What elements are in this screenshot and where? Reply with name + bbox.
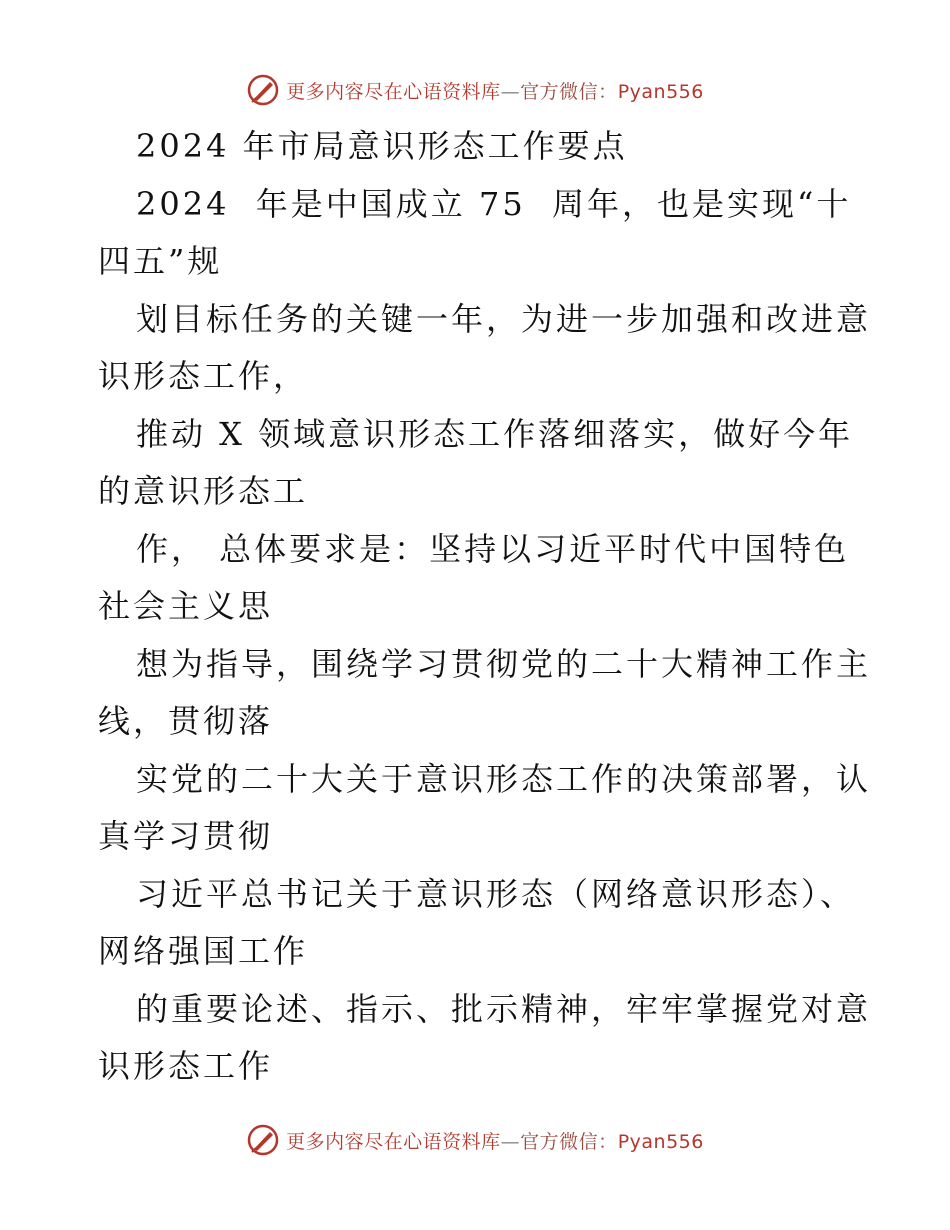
doc-line: 识形态工作 [98,1047,274,1085]
watermark-dash: — [500,1130,521,1153]
watermark-header [0,70,950,110]
doc-line: 作， 总体要求是：坚持以习近平时代中国特色 [136,529,850,568]
doc-line: 2024 年市局意识形态工作要点 [136,127,628,165]
watermark-site: 更多内容尽在心语资料库 [286,1130,501,1153]
doc-line: 真学习贯彻 [98,817,274,855]
doc-line: 的意识形态工 [98,472,309,510]
quill-logo-icon [246,1123,280,1157]
watermark-dash: — [500,80,521,103]
watermark-wechat-label: 官方微信： [520,1130,618,1153]
doc-line: 推动 X 领域意识形态工作落细落实，做好今年 [136,414,854,453]
watermark-footer [0,1120,950,1160]
watermark-text [286,1127,704,1154]
watermark-text [286,77,704,104]
watermark-wechat-id: Pyan556 [617,1130,704,1153]
doc-line: 习近平总书记关于意识形态（网络意识形态）、 [136,874,856,913]
watermark-site: 更多内容尽在心语资料库 [286,80,501,103]
doc-line: 划目标任务的关键一年，为进一步加强和改进意 [136,299,872,338]
doc-line: 社会主义思 [98,587,274,625]
watermark-wechat-label: 官方微信： [520,80,618,103]
quill-logo-icon [246,73,280,107]
doc-line: 的重要论述、指示、批示精神，牢牢掌握党对意 [136,989,872,1028]
doc-line: 想为指导，围绕学习贯彻党的二十大精神工作主 [136,644,872,683]
doc-line: 线，贯彻落 [98,702,274,740]
doc-line: 网络强国工作 [98,932,309,970]
document-body [98,118,872,1096]
doc-line: 实党的二十大关于意识形态工作的决策部署，认 [136,759,872,798]
doc-line: 2024 年是中国成立 75 周年，也是实现“十 [136,184,852,223]
watermark-wechat-id: Pyan556 [617,80,704,103]
doc-line: 四五”规 [98,242,223,280]
doc-line: 识形态工作， [98,357,309,395]
